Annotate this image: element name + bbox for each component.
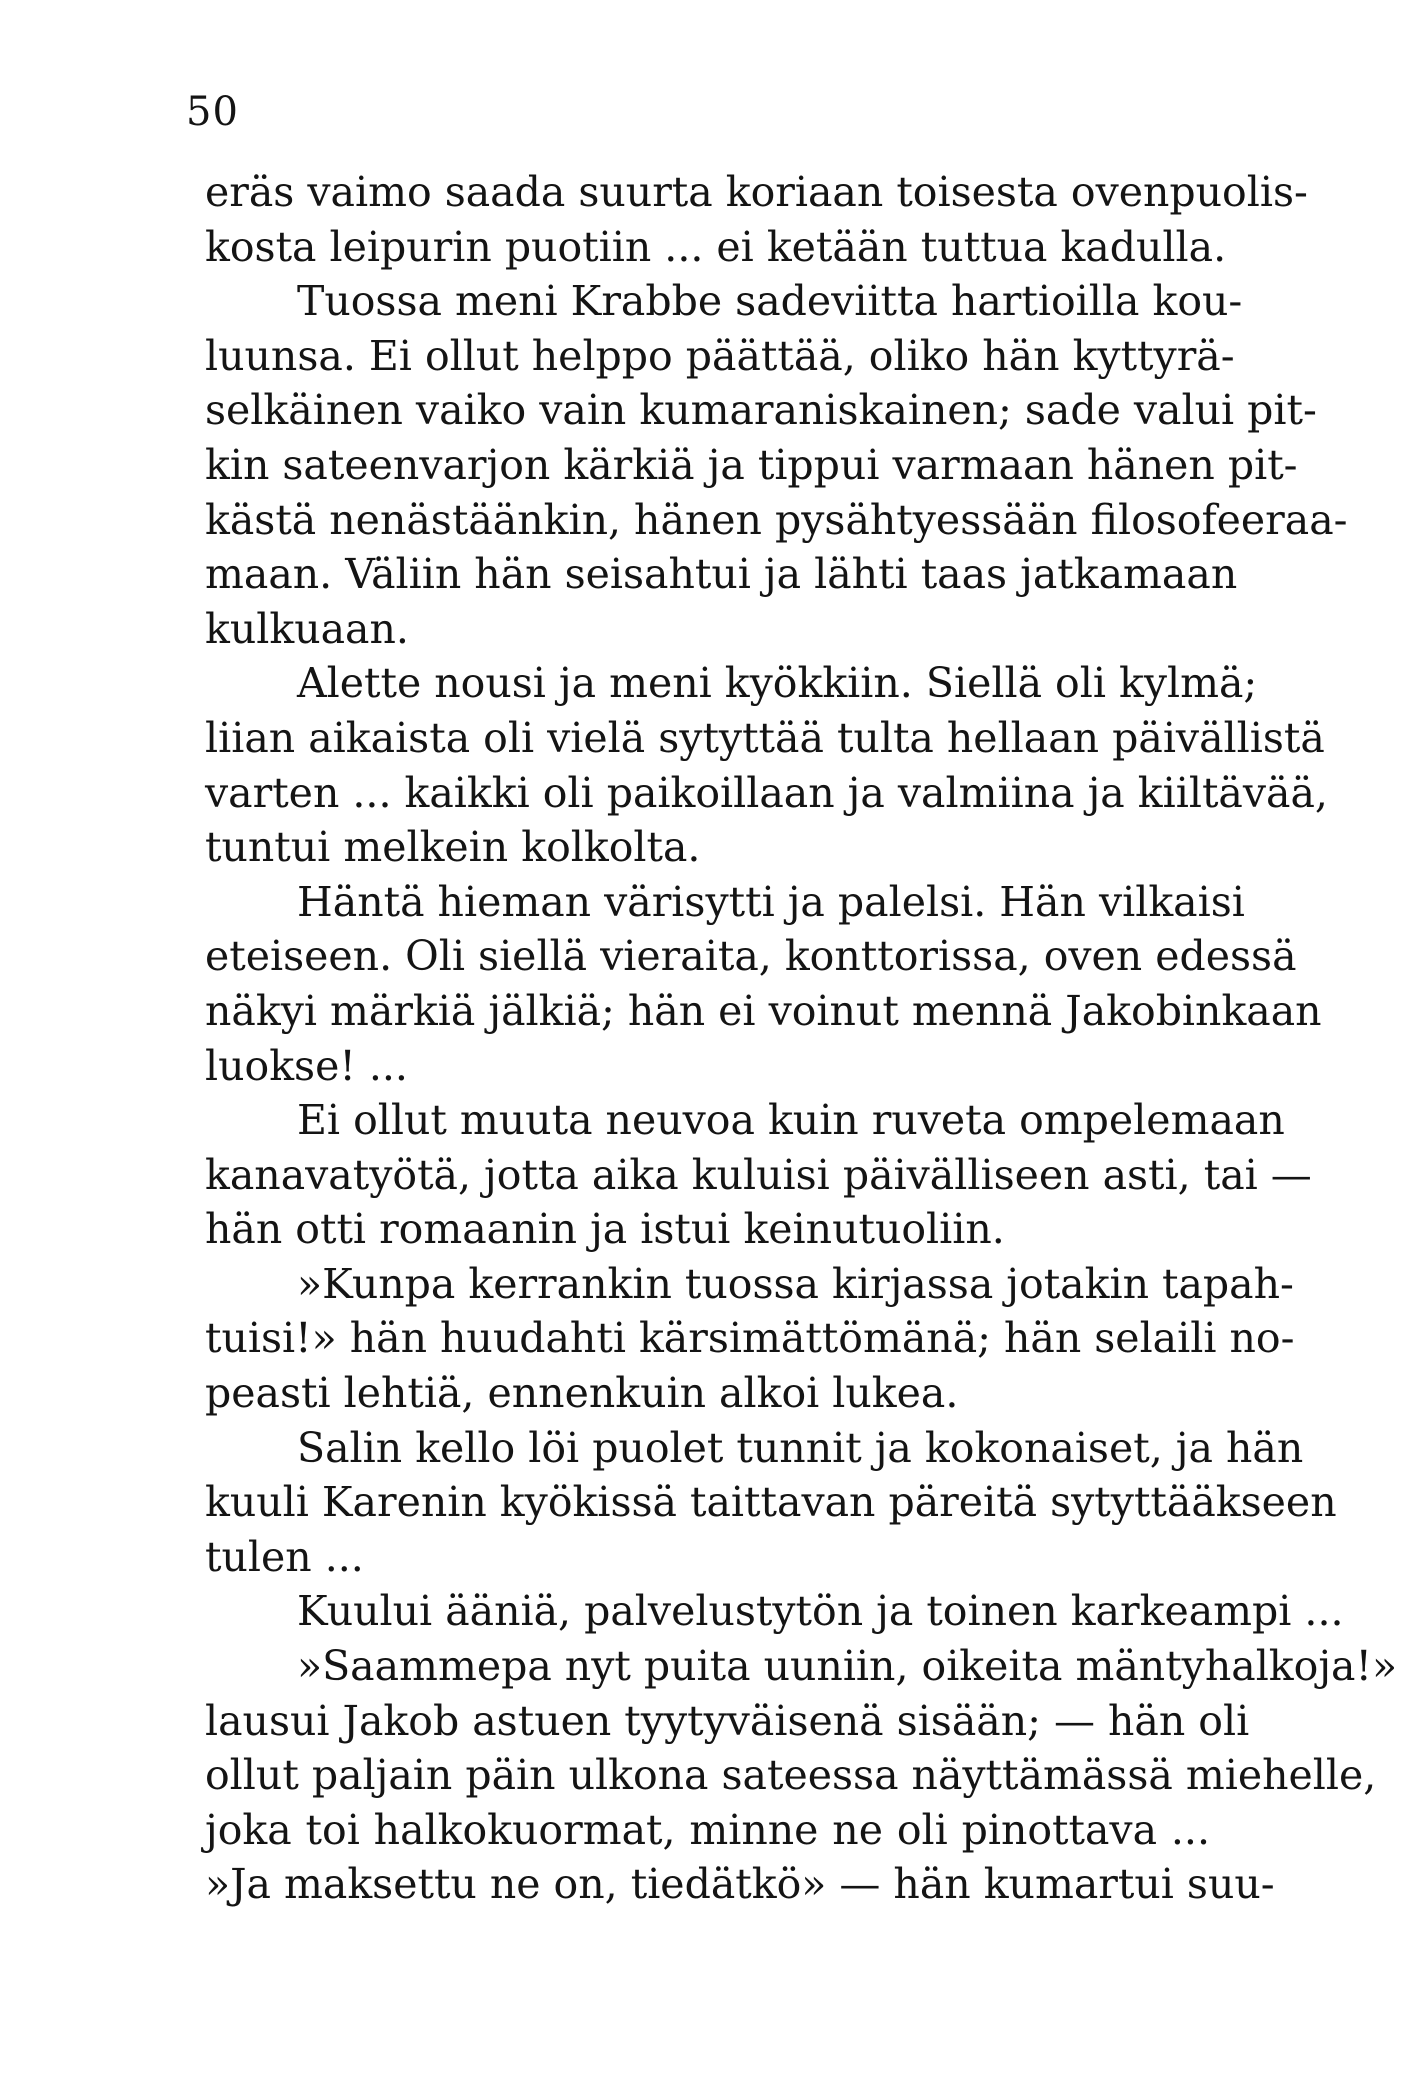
text-line: Alette nousi ja meni kyökkiin. Siellä oli kylmä; <box>297 659 1258 708</box>
text-line: joka toi halkokuormat, minne ne oli pinottava ... <box>205 1805 1210 1854</box>
text-line: »Saammepa nyt puita uuniin, oikeita mäntyhalkoja!» <box>297 1642 1398 1691</box>
text-line: liian aikaista oli vielä sytyttää tulta hellaan päivällistä <box>205 713 1325 762</box>
text-line: Kuului ääniä, palvelustytön ja toinen karkeampi ... <box>297 1587 1344 1636</box>
text-line: kuuli Karenin kyökissä taittavan päreitä sytyttääkseen <box>205 1478 1337 1527</box>
text-line: Häntä hieman värisytti ja palelsi. Hän vilkaisi <box>297 877 1245 926</box>
page-number: 50 <box>186 89 239 135</box>
text-line: Tuossa meni Krabbe sadeviitta hartioilla kou- <box>297 277 1243 326</box>
text-line: eräs vaimo saada suurta koriaan toisesta ovenpuolis- <box>205 168 1308 216</box>
text-line: »Kunpa kerrankin tuossa kirjassa jotakin tapah- <box>297 1259 1294 1308</box>
text-line: kästä nenästäänkin, hänen pysähtyessään filosofeeraa- <box>205 495 1348 544</box>
text-line: peasti lehtiä, ennenkuin alkoi lukea. <box>205 1369 959 1418</box>
body-text <box>205 165 1398 1912</box>
text-line: selkäinen vaiko vain kumaraniskainen; sade valui pit- <box>205 386 1317 435</box>
text-line: varten ... kaikki oli paikoillaan ja valmiina ja kiiltävää, <box>205 768 1328 817</box>
text-line: hän otti romaanin ja istui keinutuoliin. <box>205 1205 1005 1254</box>
text-line: kulkuaan. <box>205 604 409 653</box>
text-line: tulen ... <box>205 1532 364 1581</box>
text-line: eteiseen. Oli siellä vieraita, konttorissa, oven edessä <box>205 932 1297 981</box>
text-line: tuisi!» hän huudahti kärsimättömänä; hän selaili no- <box>205 1314 1295 1363</box>
text-line: luokse! ... <box>205 1041 408 1090</box>
text-line: Ei ollut muuta neuvoa kuin ruveta ompelemaan <box>297 1096 1285 1145</box>
text-line: kin sateenvarjon kärkiä ja tippui varmaan hänen pit- <box>205 440 1298 489</box>
text-line: Salin kello löi puolet tunnit ja kokonaiset, ja hän <box>297 1423 1304 1472</box>
text-line: kosta leipurin puotiin ... ei ketään tuttua kadulla. <box>205 222 1227 271</box>
text-line: ollut paljain päin ulkona sateessa näyttämässä miehelle, <box>205 1751 1377 1800</box>
text-line: luunsa. Ei ollut helppo päättää, oliko hän kyttyrä- <box>205 331 1235 380</box>
text-line: maan. Väliin hän seisahtui ja lähti taas jatkamaan <box>205 550 1238 599</box>
text-line: »Ja maksettu ne on, tiedätkö» — hän kumartui suu- <box>205 1860 1275 1909</box>
text-line: kanavatyötä, jotta aika kuluisi päivälliseen asti, tai — <box>205 1150 1312 1199</box>
text-line: näkyi märkiä jälkiä; hän ei voinut mennä Jakobinkaan <box>205 986 1322 1035</box>
text-line: tuntui melkein kolkolta. <box>205 823 701 872</box>
text-line: lausui Jakob astuen tyytyväisenä sisään; — hän oli <box>205 1696 1250 1745</box>
